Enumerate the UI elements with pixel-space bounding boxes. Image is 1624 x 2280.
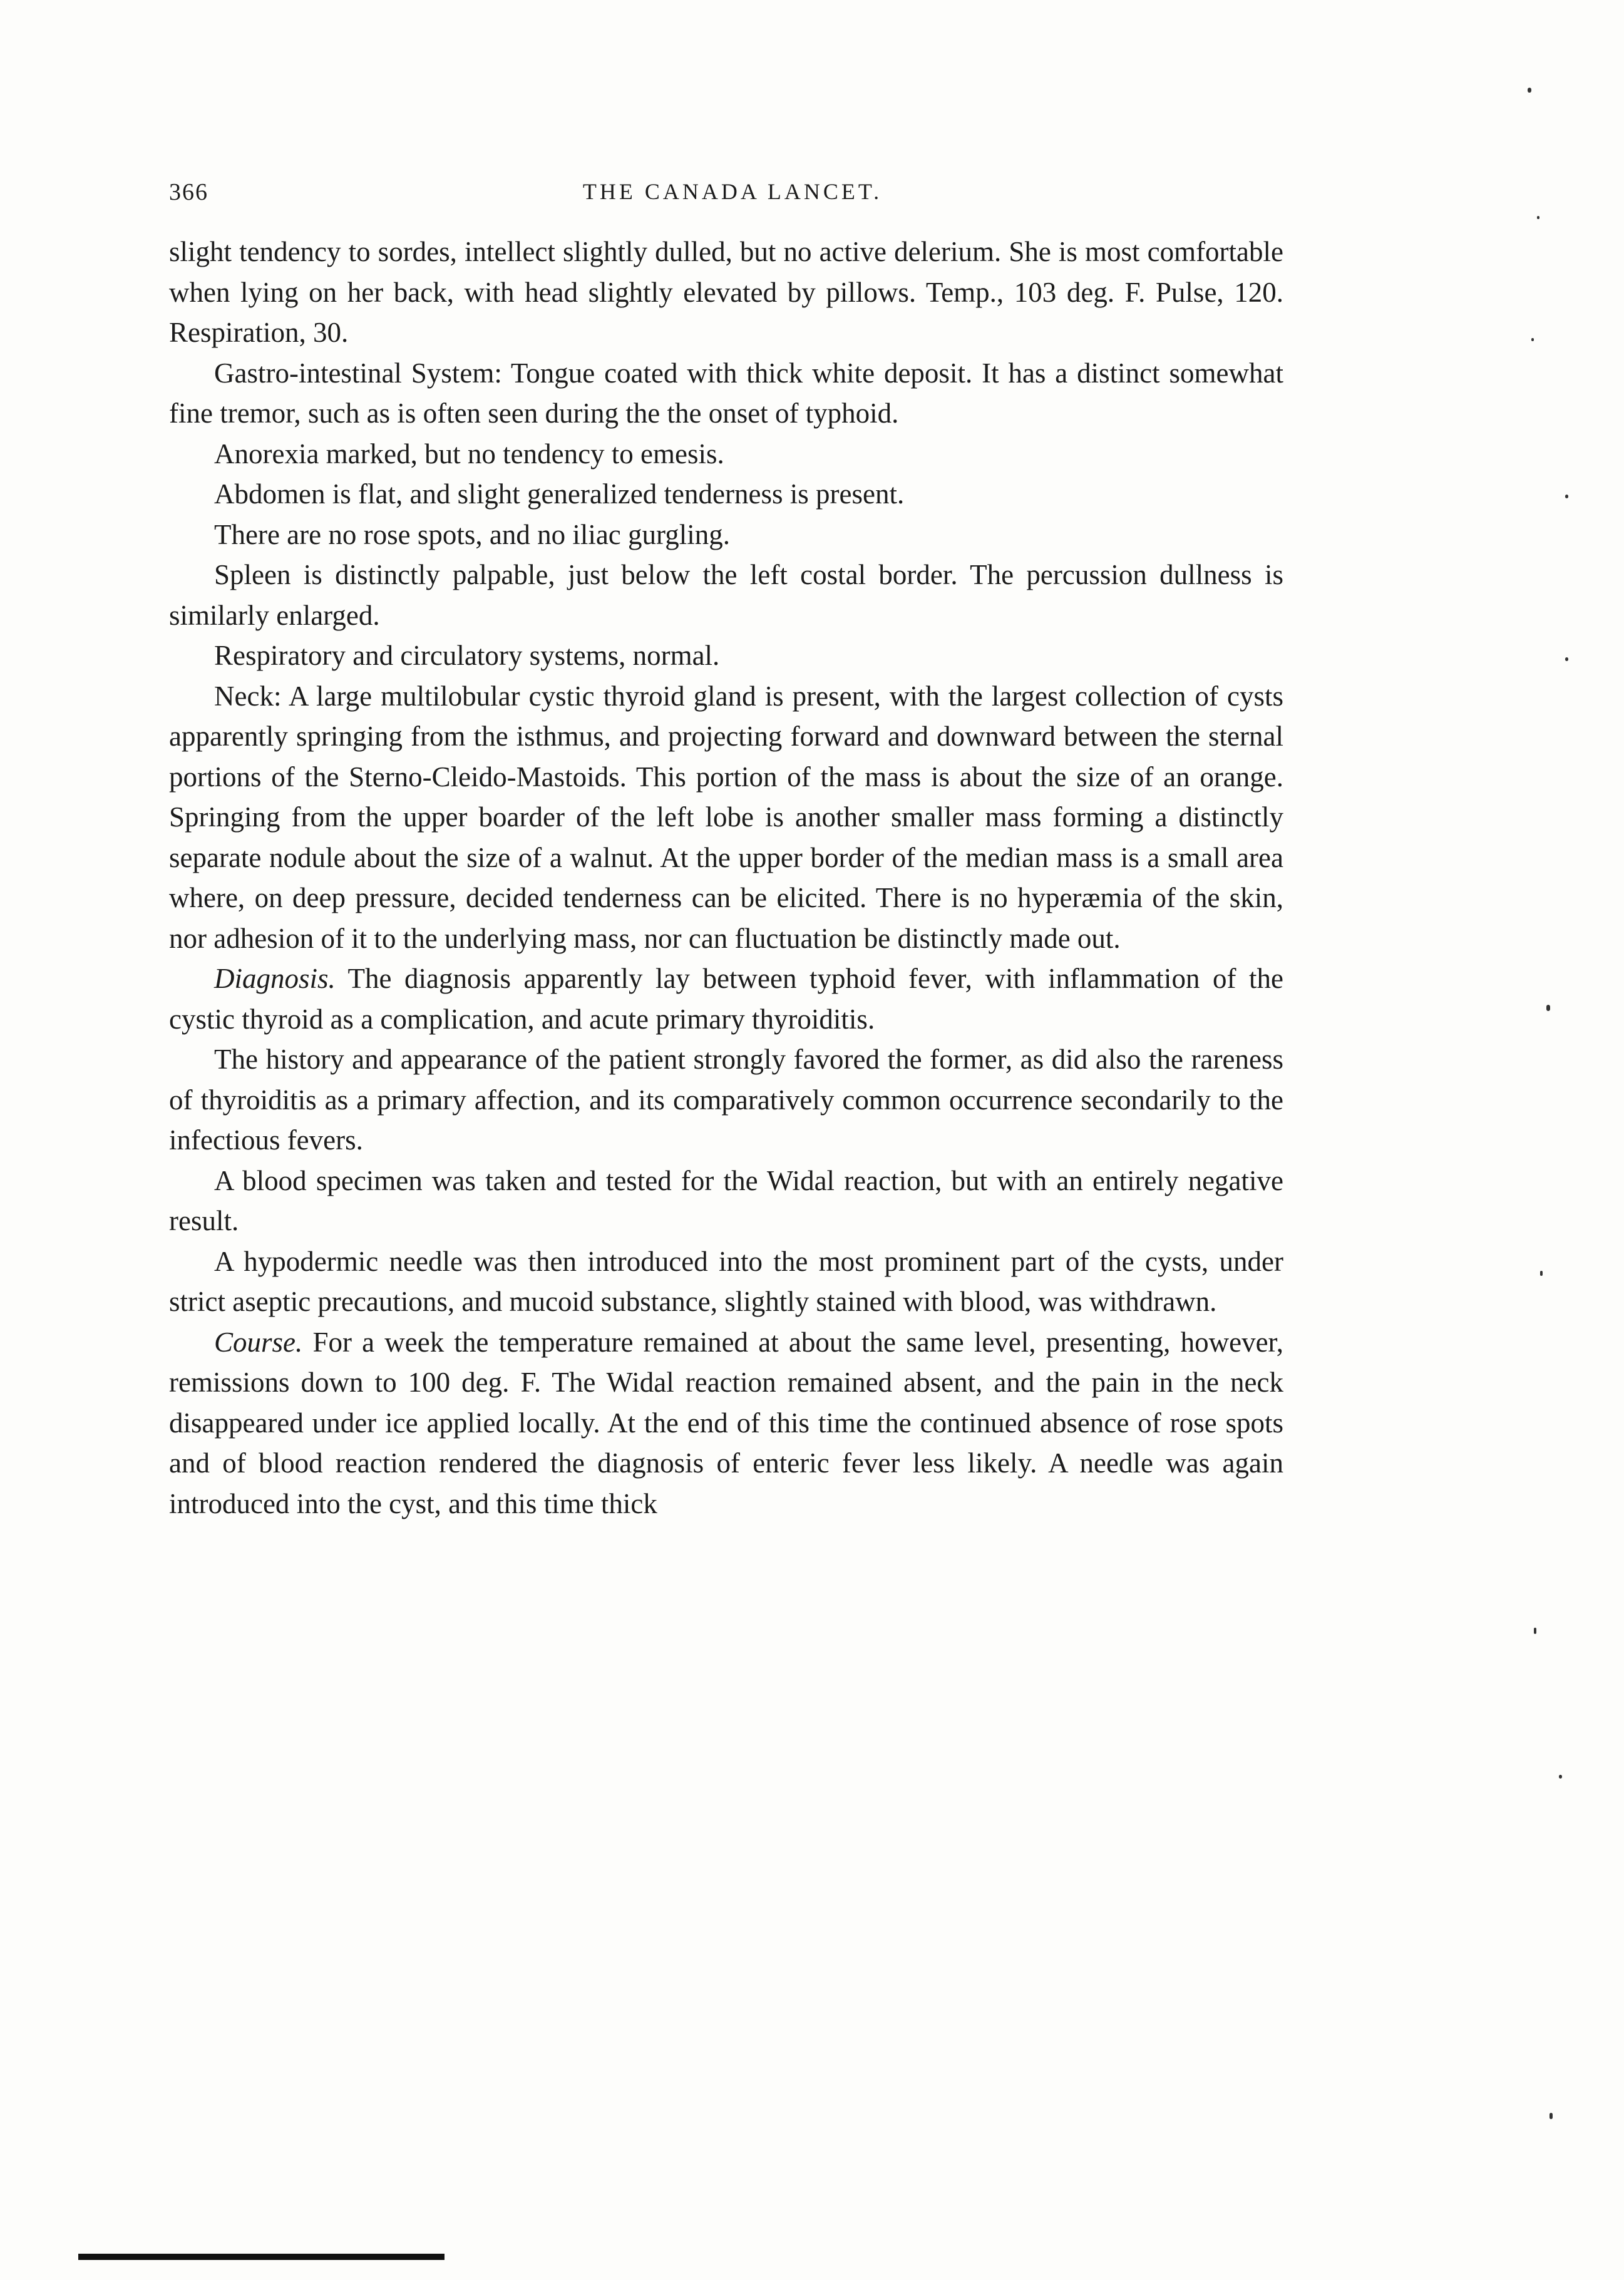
scan-speck — [1537, 216, 1539, 219]
scan-speck — [1540, 1271, 1543, 1276]
paragraph-anorexia: Anorexia marked, but no tendency to emesis. — [214, 438, 724, 470]
diagnosis-heading: Diagnosis. — [214, 963, 336, 994]
scan-speck — [1565, 495, 1568, 498]
course-heading: Course. — [214, 1326, 303, 1358]
diagnosis-text: The diagnosis apparently lay between typhoid fever, with inflammation of the cystic thyroid as a complication, and acute primary thyroiditis. — [169, 963, 1283, 1035]
paragraph-blood-specimen: A blood specimen was taken and tested for the Widal reaction, but with an entirely negative result. — [169, 1164, 1283, 1236]
article-body — [169, 232, 1283, 1524]
scan-speck — [1546, 1005, 1550, 1011]
paragraph-spleen: Spleen is distinctly palpable, just below the left costal border. The percussion dullness is similarly enlarged. — [169, 559, 1283, 631]
paragraph-rose-spots: There are no rose spots, and no iliac gurgling. — [214, 518, 730, 550]
page-number: 366 — [169, 179, 208, 205]
running-head: THE CANADA LANCET. — [582, 179, 883, 204]
paragraph-respiratory: Respiratory and circulatory systems, normal. — [214, 640, 720, 671]
paragraph-hypodermic: A hypodermic needle was then introduced into the most prominent part of the cysts, under strict aseptic precautions, and mucoid substance, slightly stained with blood, was withdrawn. — [169, 1245, 1283, 1317]
paragraph-course — [169, 1322, 1283, 1524]
paragraph-vitals: slight tendency to sordes, intellect slightly dulled, but no active delerium. She is most comfortable when lying on her back, with head slightly elevated by pillows. Temp., 103 deg. F. Pulse, 120. Respiration, 30. — [169, 236, 1283, 348]
scan-speck — [1531, 338, 1534, 341]
course-text: For a week the temperature remained at about the same level, presenting, however, remissions down to 100 deg. F. The Widal reaction remained absent, and the pain in the neck disappeared under ice applied locally. At the end of this time the continued absence of rose spots and of blood reaction rendered the diagnosis of enteric fever less likely. A needle was again introduced into the cyst, and this time thick — [169, 1326, 1283, 1519]
scan-speck — [1549, 2113, 1553, 2119]
page-header — [169, 178, 1296, 216]
scan-speck — [1565, 657, 1568, 661]
scan-speck — [1534, 1628, 1536, 1634]
paragraph-gastro-intestinal: Gastro-intestinal System: Tongue coated with thick white deposit. It has a distinct somewhat fine tremor, such as is often seen during the the onset of typhoid. — [169, 357, 1283, 429]
paragraph-diagnosis — [169, 958, 1283, 1039]
scan-edge-rule — [78, 2254, 445, 2260]
paragraph-abdomen: Abdomen is flat, and slight generalized tenderness is present. — [214, 478, 905, 510]
scan-speck — [1528, 88, 1531, 93]
paragraph-history: The history and appearance of the patient strongly favored the former, as did also the rareness of thyroiditis as a primary affection, and its comparatively common occurrence secondarily to the infectious fevers. — [169, 1044, 1283, 1156]
scan-speck — [1559, 1775, 1562, 1779]
paragraph-neck: Neck: A large multilobular cystic thyroid gland is present, with the largest collection of cysts apparently springing from the isthmus, and projecting forward and downward between the sternal portions of the Sterno-Cleido-Mastoids. This portion of the mass is about the size of an orange. Springing from the upper boarder of the left lobe is another smaller mass forming a distinctly separate nodule about the size of a walnut. At the upper border of the median mass is a small area where, on deep pressure, decided tenderness can be elicited. There is no hyperæmia of the skin, nor adhesion of it to the underlying mass, nor can fluctuation be distinctly made out. — [169, 680, 1283, 954]
